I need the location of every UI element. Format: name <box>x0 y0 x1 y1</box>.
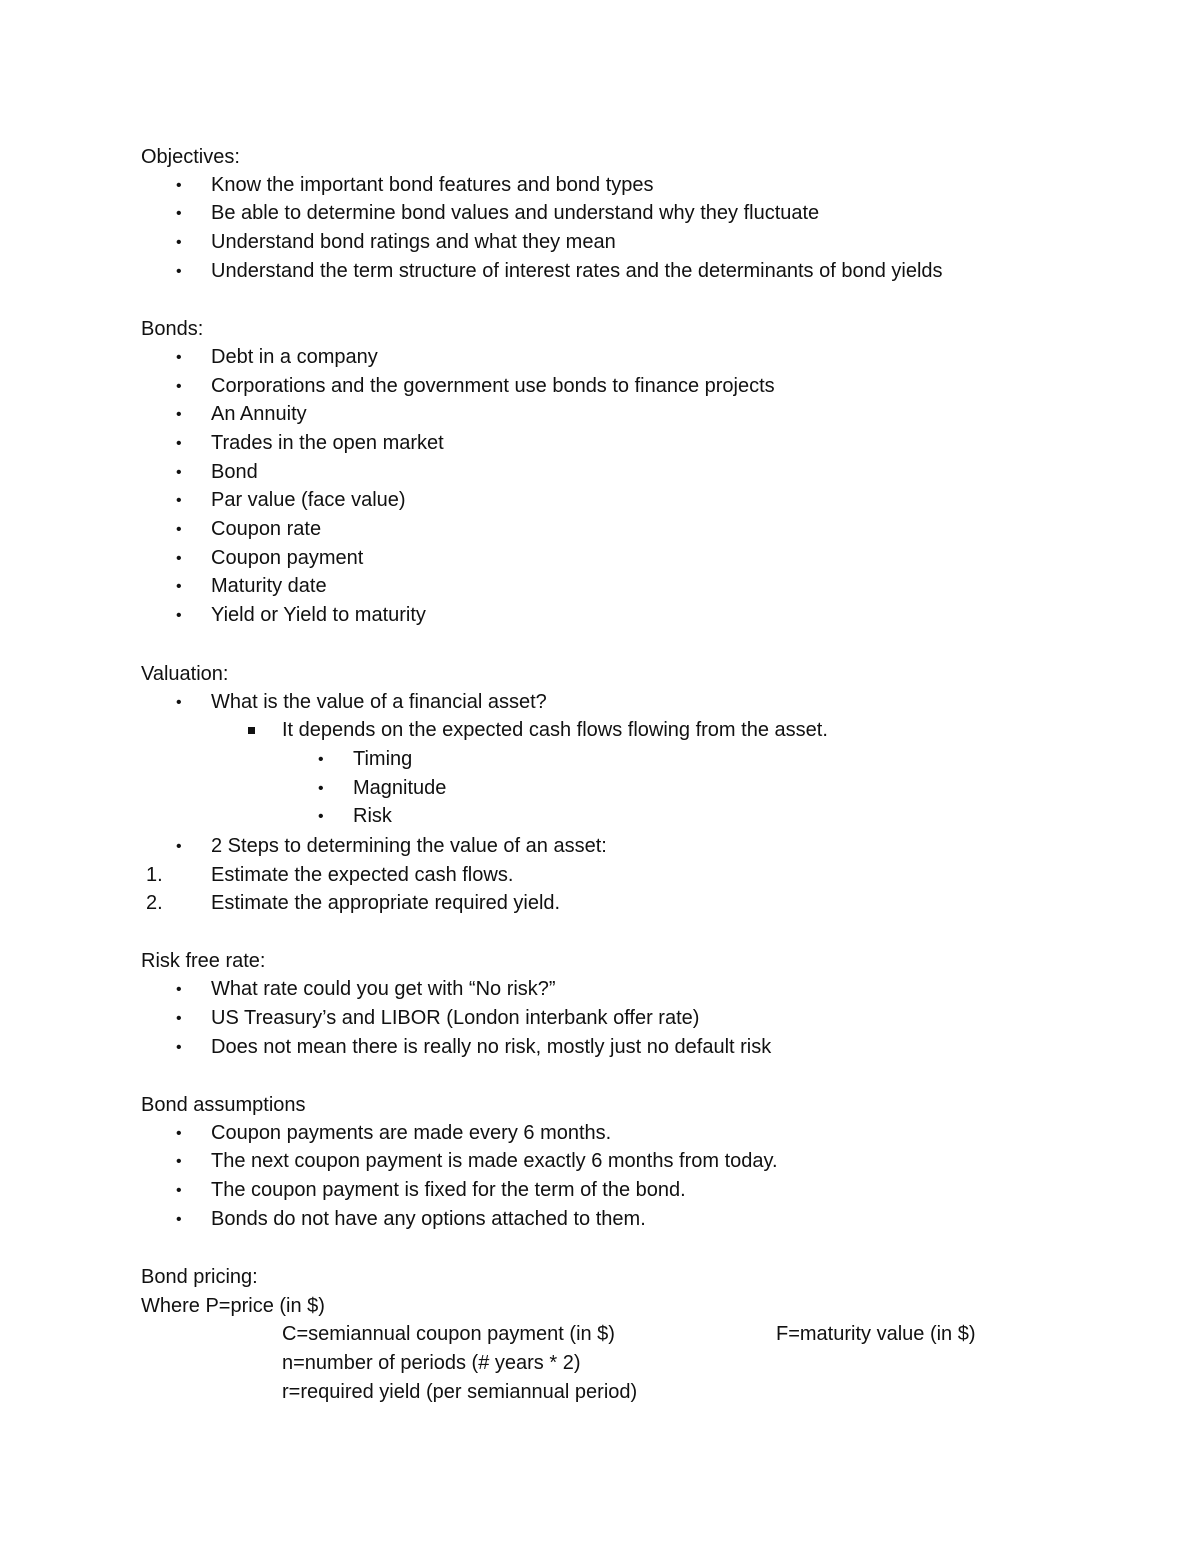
list-item: Trades in the open market <box>211 432 444 454</box>
list-item: It depends on the expected cash flows flowing from the asset. <box>282 719 828 741</box>
bullet: • <box>176 1125 182 1142</box>
pricing-where: Where P=price (in $) <box>141 1295 325 1317</box>
pricing-n-definition: n=number of periods (# years * 2) <box>282 1352 581 1374</box>
list-item: Bonds do not have any options attached to them. <box>211 1208 646 1230</box>
bullet: • <box>318 751 324 768</box>
list-item: Timing <box>353 748 413 770</box>
list-item: What rate could you get with “No risk?” <box>211 978 556 1000</box>
assumptions-heading: Bond assumptions <box>141 1094 306 1116</box>
list-item: Corporations and the government use bonds to finance projects <box>211 375 775 397</box>
bullet: • <box>176 1182 182 1199</box>
pricing-f-definition: F=maturity value (in $) <box>776 1323 976 1345</box>
step-number: 1. <box>146 864 163 886</box>
list-item: Estimate the expected cash flows. <box>211 864 514 886</box>
bullet: • <box>176 694 182 711</box>
bullet: • <box>176 406 182 423</box>
pricing-c-definition: C=semiannual coupon payment (in $) <box>282 1323 615 1345</box>
pricing-heading: Bond pricing: <box>141 1266 258 1288</box>
bullet: • <box>176 464 182 481</box>
list-item: The next coupon payment is made exactly 6 months from today. <box>211 1150 778 1172</box>
bullet: • <box>176 578 182 595</box>
list-item: Coupon payments are made every 6 months. <box>211 1122 612 1144</box>
bullet: • <box>176 205 182 222</box>
bullet: • <box>176 378 182 395</box>
pricing-r-definition: r=required yield (per semiannual period) <box>282 1381 638 1403</box>
list-item: Yield or Yield to maturity <box>211 604 426 626</box>
list-item: An Annuity <box>211 403 307 425</box>
list-item: Know the important bond features and bond types <box>211 174 654 196</box>
list-item: What is the value of a financial asset? <box>211 691 547 713</box>
list-item: The coupon payment is fixed for the term of the bond. <box>211 1179 686 1201</box>
bullet: • <box>176 521 182 538</box>
bullet: • <box>176 838 182 855</box>
bullet: • <box>176 981 182 998</box>
list-item: Debt in a company <box>211 346 378 368</box>
list-item: Be able to determine bond values and understand why they fluctuate <box>211 202 820 224</box>
valuation-heading: Valuation: <box>141 663 229 685</box>
step-number: 2. <box>146 892 163 914</box>
list-item: Maturity date <box>211 575 327 597</box>
bullet: • <box>318 808 324 825</box>
list-item: Coupon payment <box>211 547 364 569</box>
list-item: Understand the term structure of interest rates and the determinants of bond yields <box>211 260 943 282</box>
list-item: Estimate the appropriate required yield. <box>211 892 561 914</box>
bullet: • <box>176 263 182 280</box>
list-item: Understand bond ratings and what they mean <box>211 231 616 253</box>
list-item: Risk <box>353 805 392 827</box>
square-bullet-icon <box>248 727 255 734</box>
bullet: • <box>176 1153 182 1170</box>
bullet: • <box>176 1010 182 1027</box>
bullet: • <box>318 780 324 797</box>
list-item: Par value (face value) <box>211 489 406 511</box>
bullet: • <box>176 435 182 452</box>
list-item: Does not mean there is really no risk, mostly just no default risk <box>211 1036 772 1058</box>
list-item: 2 Steps to determining the value of an asset: <box>211 835 607 857</box>
list-item: Bond <box>211 461 258 483</box>
bullet: • <box>176 1039 182 1056</box>
bullet: • <box>176 492 182 509</box>
bullet: • <box>176 550 182 567</box>
bullet: • <box>176 349 182 366</box>
list-item: Coupon rate <box>211 518 322 540</box>
bullet: • <box>176 607 182 624</box>
risk-free-heading: Risk free rate: <box>141 950 266 972</box>
objectives-heading: Objectives: <box>141 146 240 168</box>
bullet: • <box>176 177 182 194</box>
list-item: US Treasury’s and LIBOR (London interbank offer rate) <box>211 1007 700 1029</box>
list-item: Magnitude <box>353 777 447 799</box>
bullet: • <box>176 1211 182 1228</box>
bonds-heading: Bonds: <box>141 318 204 340</box>
bullet: • <box>176 234 182 251</box>
